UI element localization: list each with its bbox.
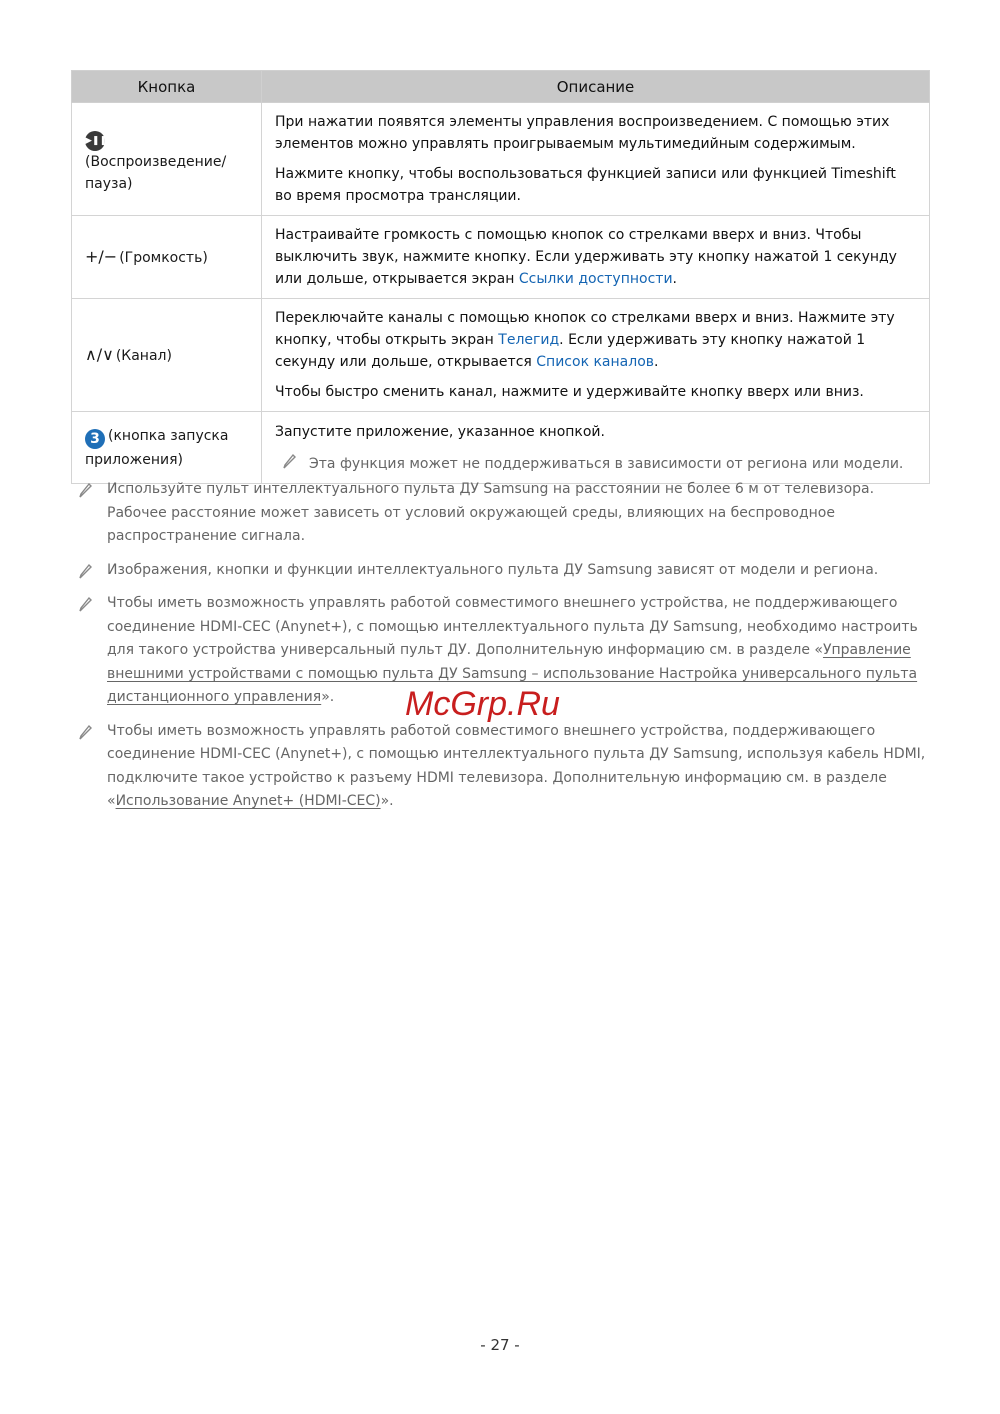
button-label: (кнопка запуска приложения) <box>85 427 229 468</box>
note-text: Используйте пульт интеллектуального пульта ДУ Samsung на расстоянии не более 6 м от телевизора. Рабочее расстояние может зависеть от условий окружающей среды, влияющих на беспроводное распространение сигнала. <box>107 481 875 544</box>
table-header-row <box>72 71 930 103</box>
anynet-link[interactable]: Использование Anynet+ (HDMI-CEC) <box>115 793 381 809</box>
note-text: Изображения, кнопки и функции интеллектуального пульта ДУ Samsung зависят от модели и региона. <box>107 561 879 578</box>
button-cell <box>72 103 262 216</box>
app-launch-3-icon: 3 <box>85 429 105 449</box>
pencil-note-icon <box>78 482 94 498</box>
volume-icon: +/− <box>85 246 118 266</box>
channel-icon: ∧/∨ <box>85 344 114 364</box>
universal-remote-link[interactable]: Управление внешними устройствами с помощью пульта ДУ Samsung – использование Настройка универсального пульта дистанционного управления <box>107 642 918 705</box>
description-text: Чтобы быстро сменить канал, нажмите и удерживайте кнопку вверх или вниз. <box>275 384 864 400</box>
note-item <box>78 478 930 549</box>
button-cell <box>72 299 262 412</box>
pencil-note-icon <box>78 724 94 740</box>
pencil-note-icon <box>78 596 94 612</box>
description-cell <box>262 103 930 216</box>
accessibility-link[interactable]: Ссылки доступности <box>518 271 673 287</box>
button-cell <box>72 412 262 484</box>
column-header-description: Описание <box>262 71 930 103</box>
table-row <box>72 216 930 299</box>
note-item <box>78 720 930 814</box>
description-text: Запустите приложение, указанное кнопкой. <box>275 423 605 440</box>
table-row <box>72 299 930 412</box>
note-text: Чтобы иметь возможность управлять работой совместимого внешнего устройства, не поддерживающего соединение HDMI-CEC (Anynet+), с помощью интеллектуального пульта ДУ Samsung, необходимо настроить для такого устройства универсальный пульт ДУ. Дополнительную информацию см. в разделе «Управление внешними устройствами с помощью пульта ДУ Samsung – использование Настройка универсального пульта дистанционного управления». <box>107 595 918 705</box>
description-cell <box>262 299 930 412</box>
note-item <box>78 559 930 583</box>
description-text: Нажмите кнопку, чтобы воспользоваться функцией записи или функцией Timeshift во время просмотра трансляции. <box>275 166 896 204</box>
buttons-table <box>71 70 930 484</box>
button-label: (Воспроизведение/ пауза) <box>85 153 227 192</box>
pencil-note-icon <box>283 453 297 469</box>
button-label: (Громкость) <box>119 249 208 266</box>
table-row <box>72 412 930 484</box>
page-number: - 27 - <box>480 1336 520 1354</box>
description-text: При нажатии появятся элементы управления воспроизведением. С помощью этих элементов можно управлять проигрываемым мультимедийным содержимым. <box>275 114 890 152</box>
pencil-note-icon <box>78 563 94 579</box>
button-label: (Канал) <box>115 347 172 364</box>
play-pause-icon: ▶❚❚ <box>85 131 105 151</box>
button-cell <box>72 216 262 299</box>
guide-link[interactable]: Телегид <box>498 332 560 348</box>
table-row <box>72 103 930 216</box>
column-header-button: Кнопка <box>72 71 262 103</box>
inline-note: Эта функция может не поддерживаться в зависимости от региона или модели. <box>275 453 917 475</box>
description-text: Настраивайте громкость с помощью кнопок со стрелками вверх и вниз. Чтобы выключить звук, нажмите кнопку. Если удерживать эту кнопку нажатой 1 секунду или дольше, открывается экран Ссылки доступности. <box>275 227 897 287</box>
channel-list-link[interactable]: Список каналов <box>536 354 655 370</box>
description-cell <box>262 216 930 299</box>
watermark: McGrp.Ru <box>405 685 560 723</box>
note-text: Чтобы иметь возможность управлять работой совместимого внешнего устройства, поддерживающего соединение HDMI-CEC (Anynet+), с помощью интеллектуального пульта ДУ Samsung, используя кабель HDMI, подключите такое устройство к разъему HDMI телевизора. Дополнительную информацию см. в разделе «Использование Anynet+ (HDMI-CEC)». <box>107 722 926 809</box>
notes-list <box>78 478 930 824</box>
description-text: Переключайте каналы с помощью кнопок со стрелками вверх и вниз. Нажмите эту кнопку, чтобы открыть экран Телегид. Если удерживать эту кнопку нажатой 1 секунду или дольше, открывается Список каналов. <box>275 310 895 370</box>
description-cell <box>262 412 930 484</box>
